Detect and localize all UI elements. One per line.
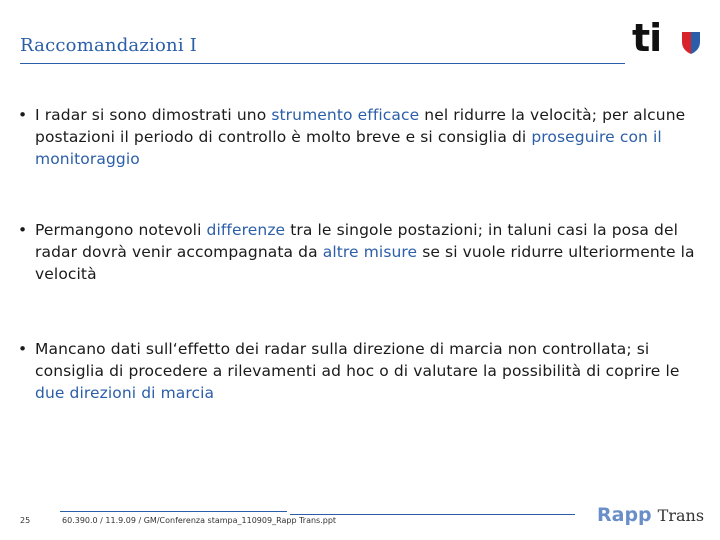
bullet-text <box>35 338 698 404</box>
bullet-text-segment: Mancano dati sull‘effetto dei radar sulla direzione di marcia non controllata; si consiglia di procedere a rilevamenti ad hoc o di valutare la possibilità di coprire le <box>35 340 680 380</box>
bullet-highlight: proseguire con il monitoraggio <box>35 128 662 168</box>
footer-divider <box>60 511 287 512</box>
bullet-highlight: due direzioni di marcia <box>35 384 215 402</box>
rapp-trans-logo <box>597 503 704 528</box>
title-divider <box>20 63 625 64</box>
bullet-text <box>35 104 698 170</box>
bullet-item <box>18 104 698 170</box>
footer-reference: 60.390.0 / 11.9.09 / GM/Conferenza stampa_110909_Rapp Trans.ppt <box>62 516 337 525</box>
page-number: 25 <box>20 516 31 525</box>
ticino-shield-icon <box>682 32 700 54</box>
bullet-text-segment: Permangono notevoli <box>35 221 207 239</box>
canton-ticino-logo <box>632 16 704 60</box>
bullet-highlight: altre misure <box>322 243 418 261</box>
bullet-text-segment: tra le singole postazioni; in taluni casi la posa del radar dovrà venir accompagnata da <box>35 221 679 261</box>
bullet-text-segment: se si vuole ridurre ulteriormente la velocità <box>35 243 695 283</box>
bullet-dot-icon: • <box>18 340 28 358</box>
bullet-highlight: differenze <box>206 221 286 239</box>
bullet-item <box>18 338 698 404</box>
logo-text: ti <box>632 16 662 60</box>
slide-title: Raccomandazioni I <box>20 35 198 56</box>
bullet-item <box>18 219 698 285</box>
bullet-dot-icon: • <box>18 106 28 124</box>
footer-divider-secondary <box>290 514 575 515</box>
brand-name-part1: Rapp <box>597 504 652 526</box>
bullet-text-segment: nel ridurre la velocità; per alcune postazioni il periodo di controllo è molto breve e si consiglia di <box>35 106 686 146</box>
bullet-highlight: strumento efficace <box>271 106 420 124</box>
bullet-dot-icon: • <box>18 221 28 239</box>
bullet-text <box>35 219 698 285</box>
brand-name-part2: Trans <box>657 506 705 525</box>
bullet-text-segment: I radar si sono dimostrati uno <box>35 106 272 124</box>
